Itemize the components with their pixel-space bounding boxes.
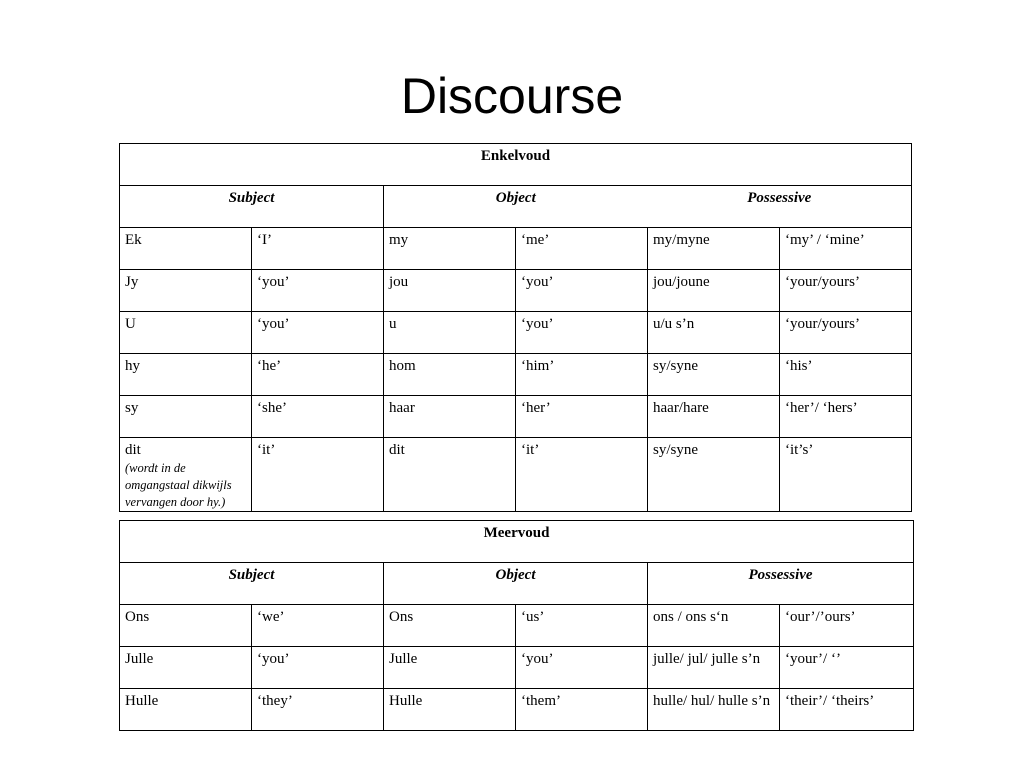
table-cell: ‘you’ <box>516 270 648 312</box>
table-cell: sy <box>120 396 252 438</box>
table-cell: ‘her’ <box>516 396 648 438</box>
table-cell: ‘it’s’ <box>780 438 912 512</box>
singular-table-header: Enkelvoud <box>120 144 912 186</box>
table-cell: ‘my’ / ‘mine’ <box>780 228 912 270</box>
table-cell: ‘they’ <box>252 689 384 731</box>
table-cell-dit <box>120 438 252 512</box>
table-cell: haar <box>384 396 516 438</box>
table-row <box>120 270 912 312</box>
table-cell: julle/ jul/ julle s’n <box>648 647 780 689</box>
table-cell: ‘her’/ ‘hers’ <box>780 396 912 438</box>
possessive-column-header: Possessive <box>747 190 812 206</box>
table-cell: ‘you’ <box>252 647 384 689</box>
table-cell: ‘your’/ ‘’ <box>780 647 914 689</box>
table-cell: ‘it’ <box>516 438 648 512</box>
table-cell: sy/syne <box>648 438 780 512</box>
plural-table-header: Meervoud <box>120 521 914 563</box>
table-row <box>120 689 914 731</box>
table-cell: Ek <box>120 228 252 270</box>
table-cell: ‘them’ <box>516 689 648 731</box>
object-column-header: Object <box>384 563 648 605</box>
table-row <box>120 647 914 689</box>
table-cell: dit <box>384 438 516 512</box>
possessive-column-header: Possessive <box>648 563 914 605</box>
table-cell: ‘our’/’ours’ <box>780 605 914 647</box>
table-cell: ‘it’ <box>252 438 384 512</box>
table-cell: ‘I’ <box>252 228 384 270</box>
table-cell: hulle/ hul/ hulle s’n <box>648 689 780 731</box>
table-cell: my/myne <box>648 228 780 270</box>
table-cell: hy <box>120 354 252 396</box>
table-row <box>120 228 912 270</box>
table-cell: hom <box>384 354 516 396</box>
table-cell: ‘you’ <box>252 270 384 312</box>
table-cell: Hulle <box>384 689 516 731</box>
table-cell: ‘him’ <box>516 354 648 396</box>
table-cell: ‘us’ <box>516 605 648 647</box>
plural-pronoun-table <box>119 520 914 731</box>
table-cell: ‘your/yours’ <box>780 312 912 354</box>
dit-label: dit <box>125 442 141 458</box>
table-row <box>120 396 912 438</box>
table-cell: jou/joune <box>648 270 780 312</box>
table-cell: ‘you’ <box>516 312 648 354</box>
table-cell: ‘she’ <box>252 396 384 438</box>
table-cell: Julle <box>384 647 516 689</box>
table-row <box>120 312 912 354</box>
table-cell: Hulle <box>120 689 252 731</box>
table-cell: ‘their’/ ‘theirs’ <box>780 689 914 731</box>
table-cell: ons / ons s‘n <box>648 605 780 647</box>
subject-column-header: Subject <box>120 186 384 228</box>
table-cell: ‘you’ <box>516 647 648 689</box>
table-cell: Ons <box>384 605 516 647</box>
table-cell: haar/hare <box>648 396 780 438</box>
table-cell: ‘we’ <box>252 605 384 647</box>
object-possessive-header <box>384 186 912 228</box>
table-row <box>120 354 912 396</box>
table-cell: my <box>384 228 516 270</box>
table-cell: ‘your/yours’ <box>780 270 912 312</box>
table-cell: ‘you’ <box>252 312 384 354</box>
dit-usage-note: (wordt in de omgangstaal dikwijls vervangen door hy.) <box>125 461 232 509</box>
table-cell: ‘me’ <box>516 228 648 270</box>
singular-pronoun-table <box>119 143 912 512</box>
table-cell: Jy <box>120 270 252 312</box>
table-row <box>120 605 914 647</box>
table-cell: ‘his’ <box>780 354 912 396</box>
table-cell: Ons <box>120 605 252 647</box>
table-cell: ‘he’ <box>252 354 384 396</box>
table-row <box>120 438 912 512</box>
subject-column-header: Subject <box>120 563 384 605</box>
object-column-header: Object <box>495 190 536 206</box>
slide-title: Discourse <box>400 68 624 124</box>
table-cell: Julle <box>120 647 252 689</box>
table-cell: jou <box>384 270 516 312</box>
table-cell: u/u s’n <box>648 312 780 354</box>
table-cell: sy/syne <box>648 354 780 396</box>
table-cell: U <box>120 312 252 354</box>
table-cell: u <box>384 312 516 354</box>
